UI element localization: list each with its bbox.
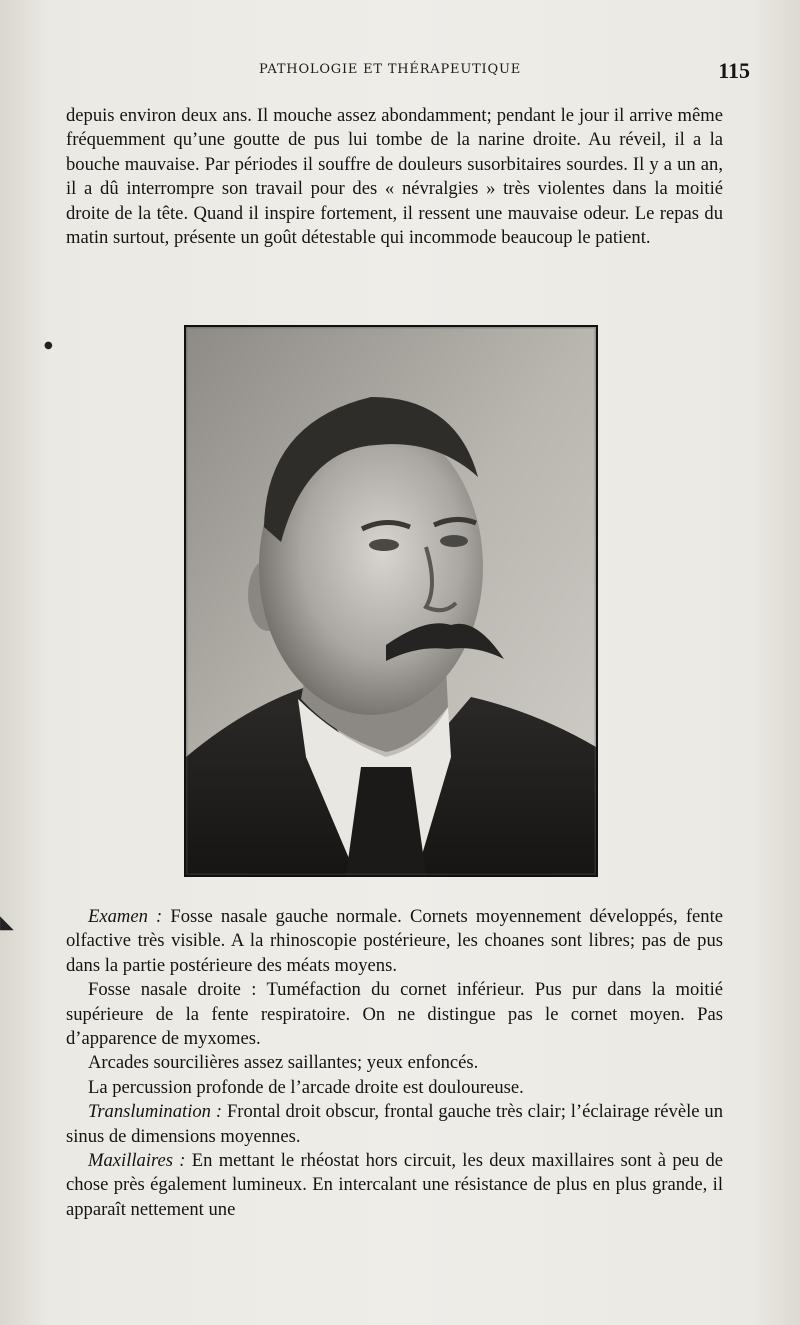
- translumination-label: Translumination :: [88, 1101, 223, 1123]
- margin-dot: ●: [44, 340, 53, 351]
- body-paragraph-top: depuis environ deux ans. Il mouche assez abondamment; pendant le jour il arrive même fréquemment qu’une goutte de pus lui tombe de la narine droite. Au réveil, il a la bouche mauvaise. Par périodes il souffre de douleurs susorbitaires sourdes. Il y a un an, il a dû interrompre son travail pour des « névralgies » très violentes dans la moitié droite de la tête. Quand il inspire fortement, il ressent une mauvaise odeur. Le repas du matin surtout, présente un goût détestable qui incommode beaucoup le patient.: [66, 105, 723, 249]
- fosse-droite-paragraph: Fosse nasale droite : Tuméfaction du cornet inférieur. Pus pur dans la moitié supérieure de la fente respiratoire. On ne distingue pas le cornet moyen. Pas d’apparence de myxomes.: [66, 979, 723, 1050]
- translumination-paragraph: [66, 1100, 723, 1149]
- examen-paragraph: [66, 905, 723, 978]
- examen-text: Fosse nasale gauche normale. Cornets moyennement développés, fente olfactive très visible. A la rhinoscopie postérieure, les choanes sont libres; pas de pus dans la partie postérieure des méats moyens.: [66, 906, 723, 976]
- right-eye: [440, 535, 468, 547]
- left-eye: [369, 539, 399, 551]
- maxillaires-paragraph: [66, 1149, 723, 1222]
- portrait-photograph: [184, 325, 598, 877]
- running-title: PATHOLOGIE ET THÉRAPEUTIQUE: [259, 62, 521, 77]
- maxillaires-text: En mettant le rhéostat hors circuit, les deux maxillaires sont à peu de chose près également lumineux. En intercalant une résistance de plus en plus grande, il apparaît nettement une: [66, 1150, 724, 1220]
- arcades-paragraph: Arcades sourcilières assez saillantes; yeux enfoncés.: [88, 1052, 479, 1074]
- margin-mark: ◣: [0, 912, 14, 933]
- body-text-bottom: [66, 905, 723, 1222]
- page-number: 115: [718, 58, 750, 83]
- examen-label: Examen :: [88, 906, 163, 927]
- percussion-paragraph: La percussion profonde de l’arcade droite est douloureuse.: [88, 1076, 524, 1098]
- maxillaires-label: Maxillaires :: [88, 1150, 186, 1172]
- translumination-text: Frontal droit obscur, frontal gauche très clair; l’éclairage révèle un sinus de dimensions moyennes.: [66, 1101, 723, 1147]
